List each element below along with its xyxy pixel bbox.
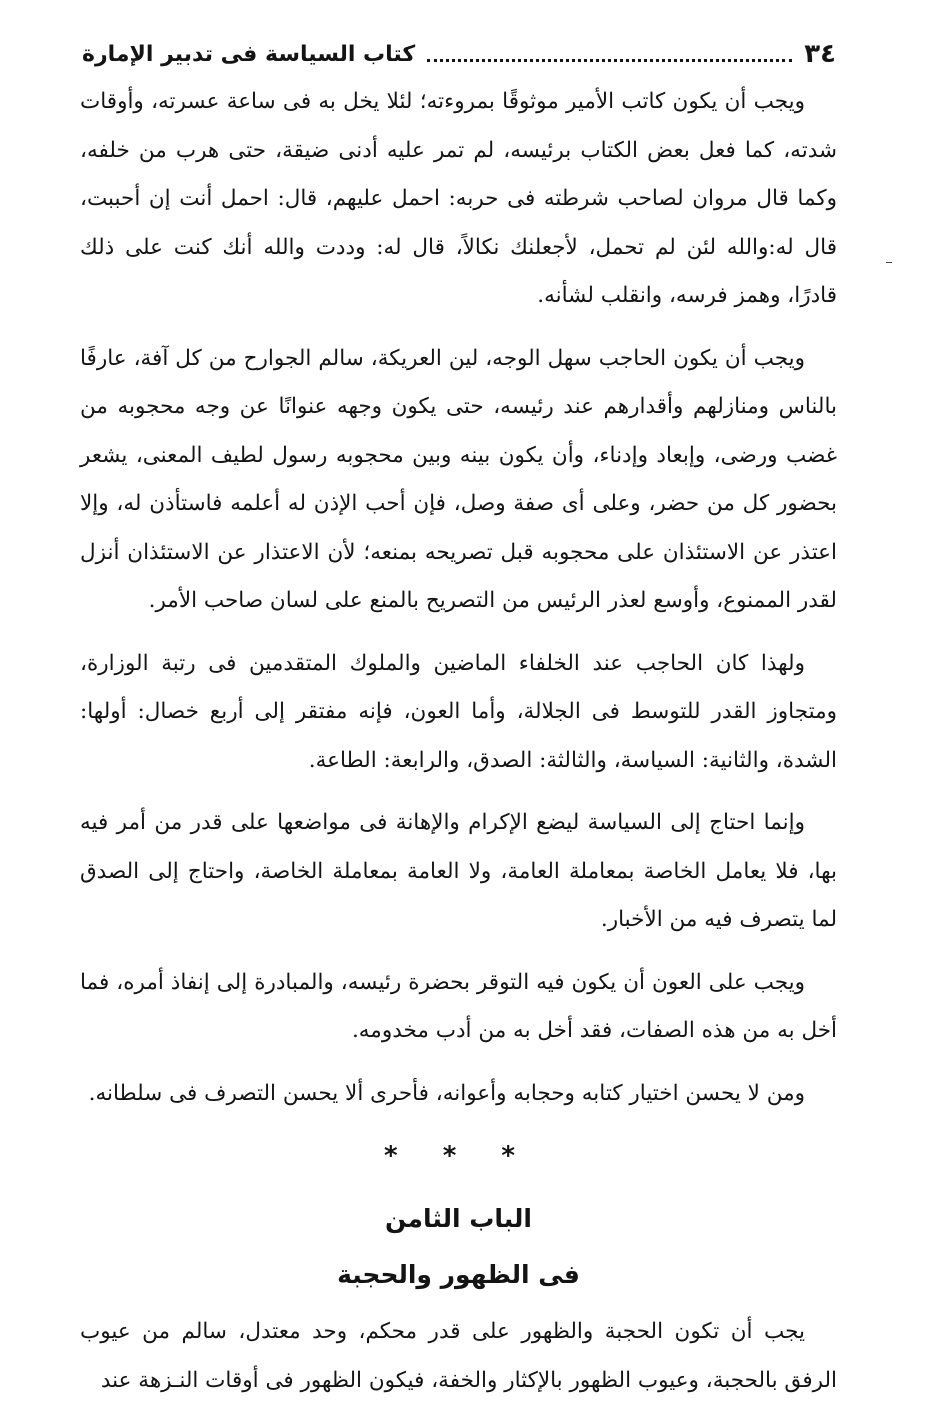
- chapter-title: الباب الثامن: [385, 1204, 532, 1233]
- page-number: ٣٤: [804, 39, 836, 69]
- margin-mark: [886, 262, 892, 263]
- section-separator: * * *: [384, 1141, 533, 1171]
- header-dot-leader: [427, 59, 792, 62]
- running-title: كتاب السياسة فى تدبير الإمارة: [82, 41, 416, 67]
- body-text: [80, 78, 837, 1419]
- paragraph-chamberlain-rank: ولهذا كان الحاجب عند الخلفاء الماضين والملوك المتقدمين فى رتبة الوزارة، ومتجاوز القدر للتوسط فى الجلالة، وأما العون، فإنه مفتقر إلى أربع خصال: أولها: الشدة، والثانية: السياسة، والثالثة: الصدق، والرابعة: الطاعة.: [80, 650, 837, 773]
- page-header: [82, 34, 836, 74]
- paragraph-policy: وإنما احتاج إلى السياسة ليضع الإكرام والإهانة فى مواضعها على قدر من أمر فيه بها، فلا يعامل الخاصة بمعاملة العامة، ولا العامة بمعاملة الخاصة، واحتاج إلى الصدق لما يتصرف فيه من الأخبار.: [80, 810, 837, 932]
- chapter-subtitle: فى الظهور والحجبة: [337, 1260, 580, 1289]
- paragraph-chapter-opening: يجب أن تكون الحجبة والظهور على قدر محكم، وحد معتدل، سالم من عيوب الرفق بالحجبة، وعيوب الظهور بالإكثار والخفة، فيكون الظهور فى أوقات النـزهة عند: [80, 1319, 837, 1393]
- paragraph-secretary: ويجب أن يكون كاتب الأمير موثوقًا بمروءته؛ لئلا يخل به فى ساعة عسرته، وأوقات شدته، كما فعل بعض الكتاب برئيسه، لم تمر عليه أدنى ضيقة، حتى هرب من خلفه، وكما قال مروان لصاحب شرطته فى حربه: احمل عليهم، قال: احمل أنت إن أحببت، قال له:والله لئن لم تحمل، لأجعلنك نكالاً، قال له: وددت والله أنك كنت على ذلك قادرًا، وهمز فرسه، وانقلب لشأنه.: [80, 89, 837, 308]
- paragraph-conclusion: ومن لا يحسن اختيار كتابه وحجابه وأعوانه، فأحرى ألا يحسن التصرف فى سلطانه.: [88, 1080, 805, 1106]
- paragraph-assistant: ويجب على العون أن يكون فيه التوقر بحضرة رئيسه، والمبادرة إلى إنفاذ أمره، فما أخل به من هذه الصفات، فقد أخل به من أدب مخدومه.: [80, 969, 837, 1043]
- paragraph-chamberlain: ويجب أن يكون الحاجب سهل الوجه، لين العريكة، سالم الجوارح من كل آفة، عارفًا بالناس ومنازلهم وأقدارهم عند رئيسه، حتى يكون وجهه عنوانًا عن وجه محجوبه من غضب ورضى، وإبعاد وإدناء، وأن يكون بينه وبين محجوبه رسول لطيف المعنى، يشعر بحضور كل من حضر، وعلى أى صفة وصل، فإن أحب الإذن له أعلمه فاستأذن له، وإلا اعتذر عن الاستئذان على محجوبه قبل تصريحه بمنعه؛ لأن الاعتذار عن الاستئذان أنزل لقدر الممنوع، وأوسع لعذر الرئيس من التصريح بالمنع على لسان صاحب الأمر.: [80, 345, 837, 613]
